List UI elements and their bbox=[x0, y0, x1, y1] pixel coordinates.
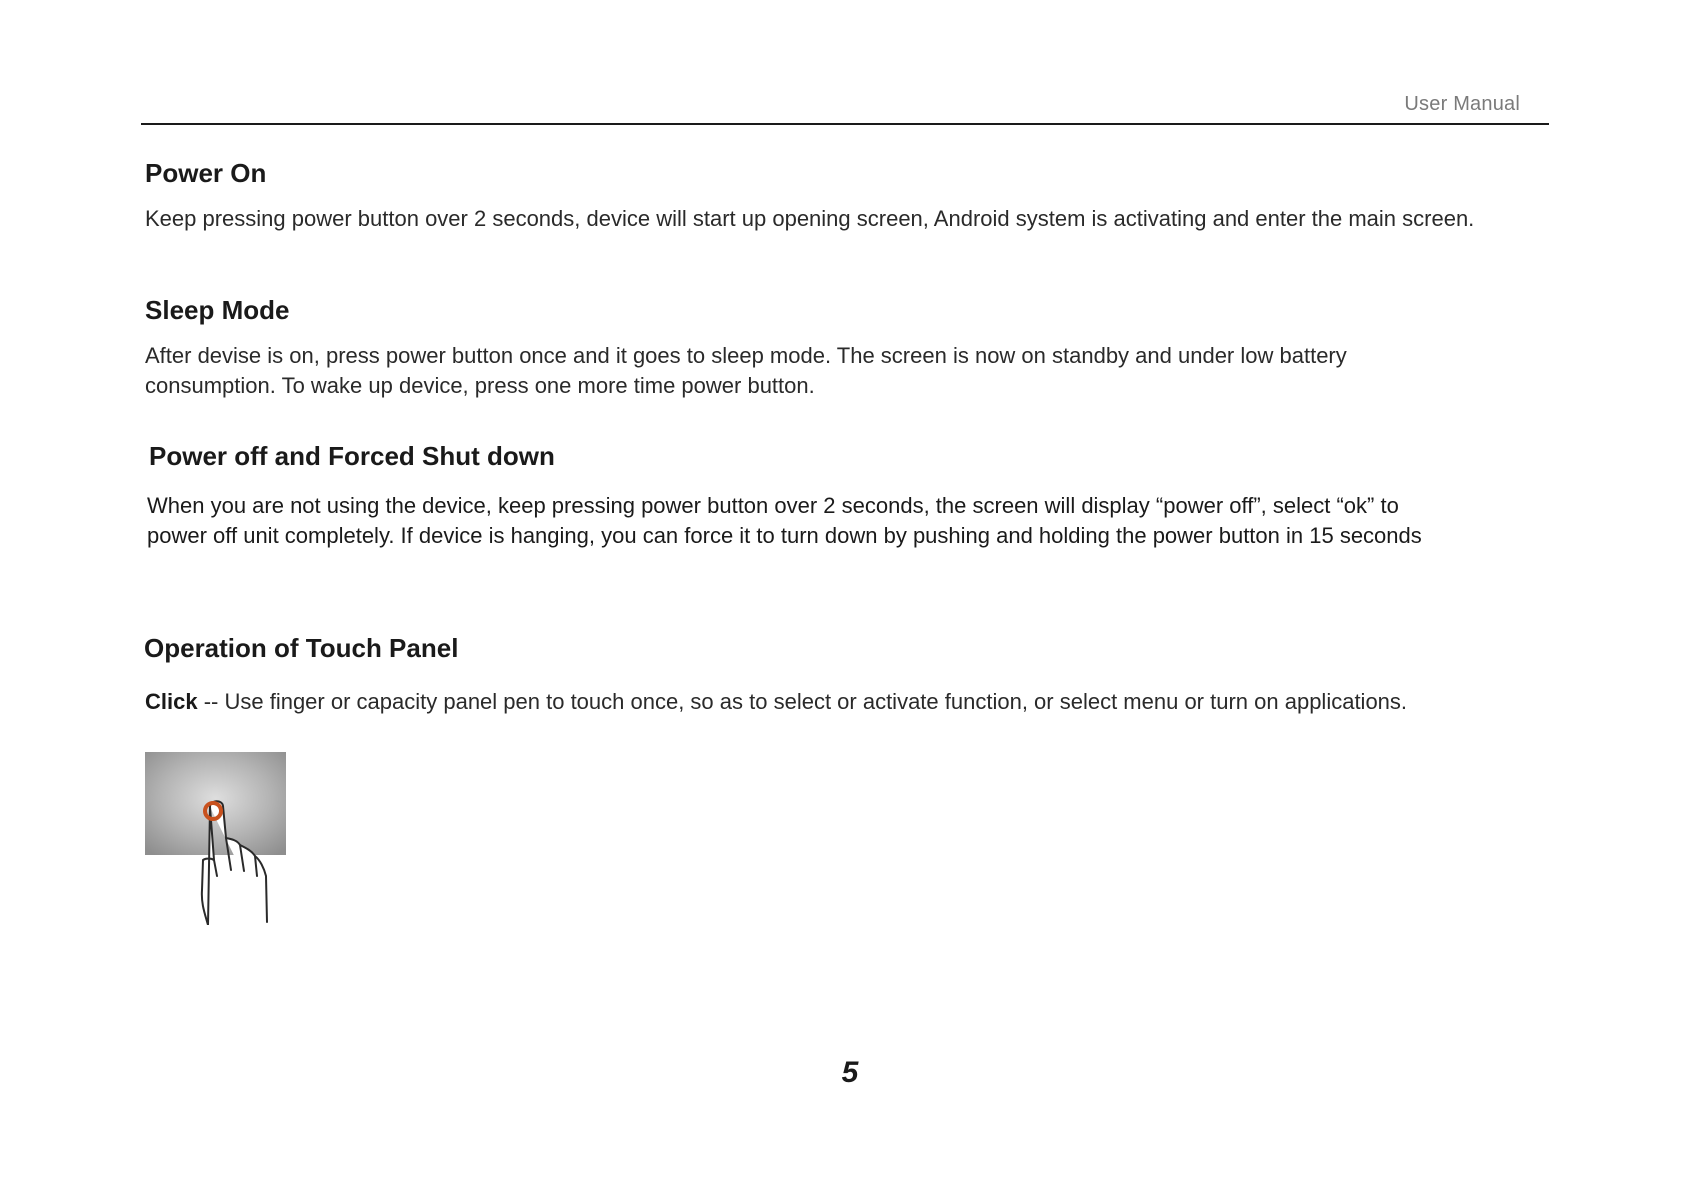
section-title-sleep-mode: Sleep Mode bbox=[145, 295, 290, 325]
section-title-touch-panel: Operation of Touch Panel bbox=[144, 633, 459, 663]
section-title-power-on: Power On bbox=[145, 158, 267, 188]
section-body-sleep-mode: After devise is on, press power button once and it goes to sleep mode. The screen is now on standby and under low battery consumption. To wake up device, press one more time power button. bbox=[145, 343, 1347, 398]
section-body-power-off: When you are not using the device, keep pressing power button over 2 seconds, the screen will display “power off”, select “ok” to power off unit completely. If device is hanging, you can force it to turn down by pushing and holding the power button in 15 seconds bbox=[147, 493, 1422, 548]
section-body-touch-panel bbox=[145, 687, 1585, 717]
click-term: Click bbox=[145, 689, 198, 714]
click-description: -- Use finger or capacity panel pen to touch once, so as to select or activate function, or select menu or turn on applications. bbox=[197, 689, 1408, 714]
finger-tap-icon bbox=[143, 750, 289, 925]
section-body-power-on: Keep pressing power button over 2 seconds, device will start up opening screen, Android system is activating and enter the main screen. bbox=[145, 206, 1475, 231]
section-title-power-off: Power off and Forced Shut down bbox=[149, 441, 555, 471]
page-number: 5 bbox=[841, 1056, 859, 1089]
header-divider bbox=[141, 123, 1549, 125]
running-header: User Manual bbox=[1404, 93, 1520, 115]
